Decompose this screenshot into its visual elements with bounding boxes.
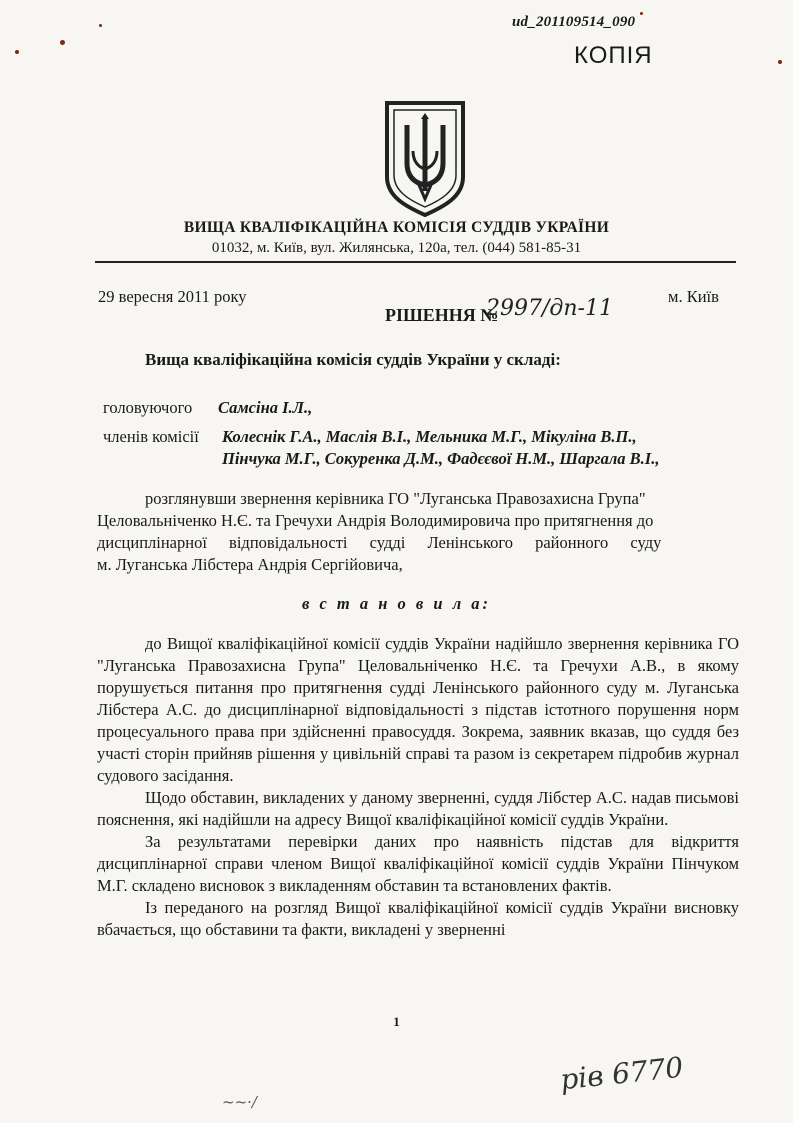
considered-line: м. Луганська Лібстера Андрія Сергійовича, [97,555,403,574]
ink-speck [99,24,102,27]
organization-name: ВИЩА КВАЛІФІКАЦІЙНА КОМІСІЯ СУДДІВ УКРАЇНИ [183,219,610,236]
members-label: членів комісії [103,427,199,446]
document-id: ud_201109514_090 [512,14,636,30]
members-line-1: Колеснік Г.А., Маслія В.І., Мельника М.Г., Мікуліна В.П., [222,427,637,446]
page-number: 1 [393,1014,400,1029]
organization-address: 01032, м. Київ, вул. Жилянська, 120а, тел. (044) 581-85-31 [211,240,582,256]
header-divider [95,261,736,263]
handwritten-scribble: ~~·/ [222,1093,257,1111]
body-paragraph-1: до Вищої кваліфікаційної комісії суддів України надійшло звернення керівника ГО "Луганська Правозахисна Група" Целовальніченко Н.Є. та Гречухи А.В., в якому порушується питання про притягнення судді Ленінського районного суду м. Луганська Лібстера А.С. до дисциплінарної відповідальності з підстав істотного порушення норм процесуального права при здійсненні правосуддя. Зокрема, заявник вказав, що суддя без участі сторін прийняв рішення у цивільній справі та разом із секретарем підробив журнал судового засідання. [97,634,739,785]
members-line-2: Пінчука М.Г., Сокуренка Д.М., Фадєєвої Н.М., Шаргала В.І., [222,449,660,468]
decision-date: 29 вересня 2011 року [98,287,247,306]
decision-title: РІШЕННЯ № [385,305,499,325]
body-paragraph-2: Щодо обставин, викладених у даному зверненні, суддя Лібстер А.С. надав письмові пояснення, які надійшли на адресу Вищої кваліфікаційної комісії суддів України. [97,788,739,829]
body-paragraph-3: За результатами перевірки даних про наявність підстав для відкриття дисциплінарної справи членом Вищої кваліфікаційної комісії суддів України Пінчуком М.Г. складено висновок з викладенням обставин та встановлених фактів. [97,832,739,895]
established-heading: в с т а н о в и л а: [301,594,492,613]
considered-line: розглянувши звернення керівника ГО "Луганська Правозахисна Група" [145,489,646,508]
considered-paragraph [97,488,739,576]
handwritten-note: рів 6770 [558,1050,685,1097]
decision-city: м. Київ [668,287,719,306]
considered-line: Целовальніченко Н.Є. та Гречухи Андрія Володимировича про притягнення до [97,511,654,530]
body-paragraph-4: Із переданого на розгляд Вищої кваліфікаційної комісії суддів України висновку вбачається, що обставини та факти, викладені у зверненні [97,898,739,939]
coat-of-arms-icon [383,99,467,217]
chair-name: Самсіна І.Л., [218,398,313,417]
ink-speck [60,40,65,45]
chair-label: головуючого [103,398,193,417]
ink-speck [640,12,643,15]
ink-speck [778,60,782,64]
copy-stamp: КОПІЯ [574,42,653,69]
considered-line: дисциплінарної відповідальності судді Ленінського районного суду [97,533,662,552]
decision-number-handwritten: 2997/дп-11 [486,296,613,321]
composition-heading: Вища кваліфікаційна комісія суддів України у складі: [145,350,561,369]
decision-body [97,633,739,941]
ink-speck [15,50,19,54]
